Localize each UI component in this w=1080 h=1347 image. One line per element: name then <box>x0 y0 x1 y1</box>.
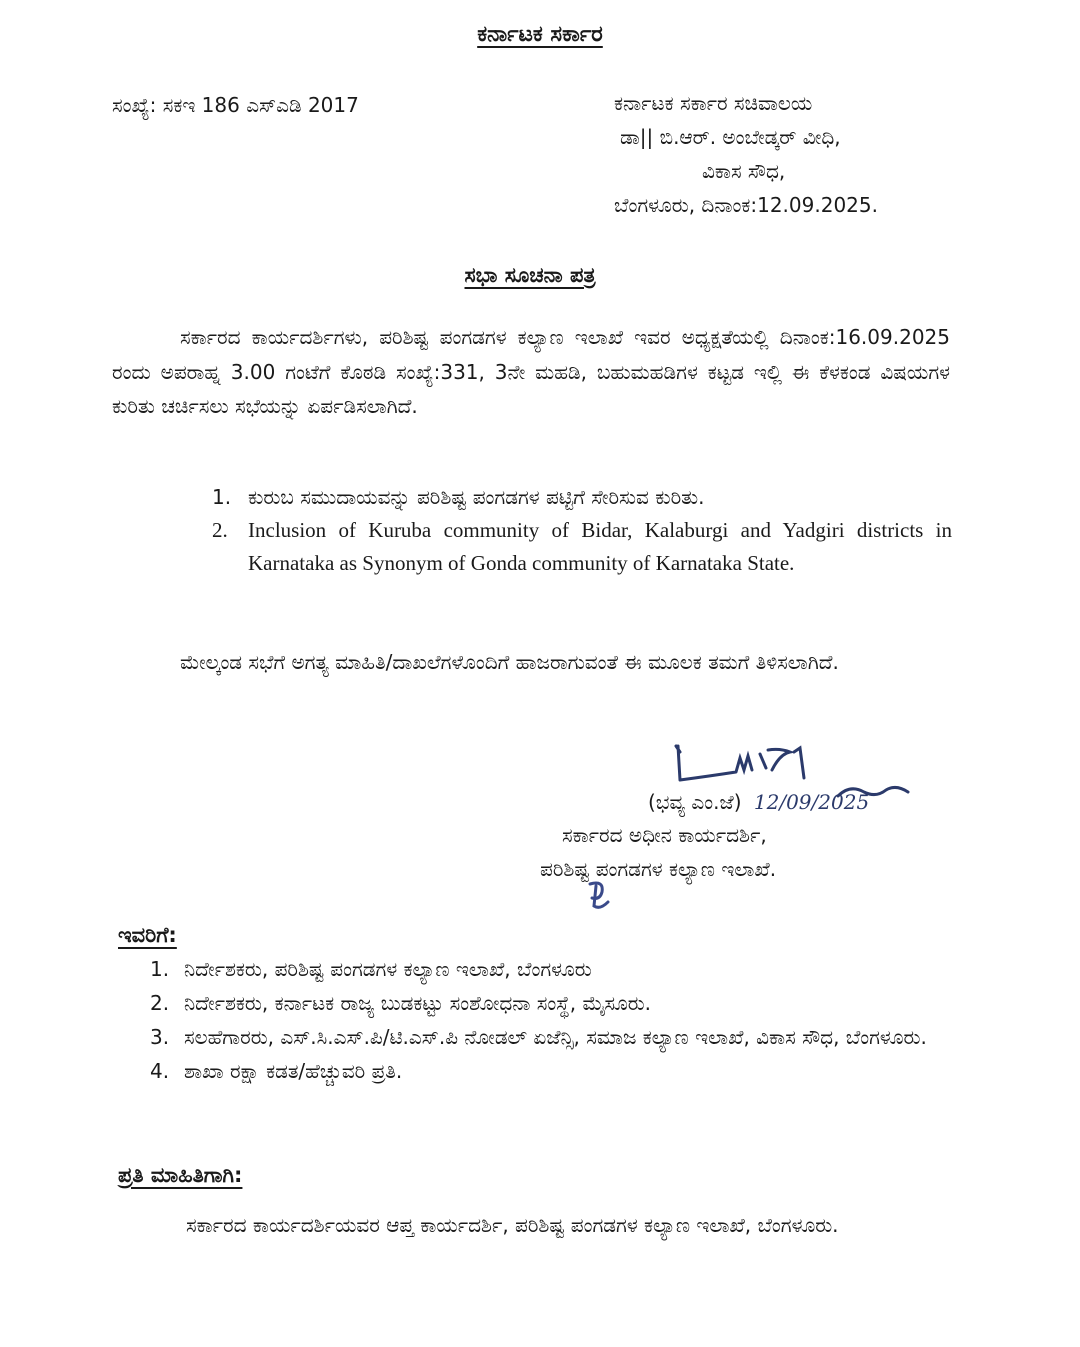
recipient-text: ಸಲಹೆಗಾರರು, ಎಸ್.ಸಿ.ಎಸ್.ಪಿ/ಟಿ.ಎಸ್.ಪಿ ನೋಡಲ್ ಏಜೆನ್ಸಿ, ಸಮಾಜ ಕಲ್ಯಾಣ ಇಲಾಖೆ, ವಿಕಾಸ ಸೌಧ, ಬೆಂಗಳೂರು. <box>184 1025 927 1049</box>
recipient-item <box>150 1054 956 1088</box>
recipient-number: 4. <box>150 1059 170 1083</box>
initials-icon <box>580 876 620 916</box>
signatory-department: ಪರಿಶಿಷ್ಟ ಪಂಗಡಗಳ ಕಲ್ಯಾಣ ಇಲಾಖೆ. <box>540 857 777 881</box>
recipient-item <box>150 1020 956 1054</box>
signature-block <box>540 740 960 920</box>
recipient-number: 2. <box>150 991 170 1015</box>
signatory-designation: ಸರ್ಕಾರದ ಅಧೀನ ಕಾರ್ಯದರ್ಶಿ, <box>562 823 767 847</box>
address-date-line: ಬೆಂಗಳೂರು, ದಿನಾಂಕ:12.09.2025. <box>614 193 878 217</box>
notice-paragraph <box>112 320 950 424</box>
address-line: ಕರ್ನಾಟಕ ಸರ್ಕಾರ ಸಚಿವಾಲಯ <box>614 91 813 115</box>
copy-heading: ಪ್ರತಿ ಮಾಹಿತಿಗಾಗಿ: <box>118 1163 243 1187</box>
closing-paragraph-text: ಮೇಲ್ಕಂಡ ಸಭೆಗೆ ಅಗತ್ಯ ಮಾಹಿತಿ/ದಾಖಲೆಗಳೊಂದಿಗೆ ಹಾಜರಾಗುವಂತೆ ಈ ಮೂಲಕ ತಮಗೆ ತಿಳಿಸಲಾಗಿದೆ. <box>180 650 839 674</box>
agenda-number: 1. <box>212 485 232 509</box>
recipient-number: 3. <box>150 1025 170 1049</box>
copy-paragraph-text: ಸರ್ಕಾರದ ಕಾರ್ಯದರ್ಶಿಯವರ ಆಪ್ತ ಕಾರ್ಯದರ್ಶಿ, ಪರಿಶಿಷ್ಟ ಪಂಗಡಗಳ ಕಲ್ಯಾಣ ಇಲಾಖೆ, ಬೆಂಗಳೂರು. <box>186 1213 839 1237</box>
recipient-text: ನಿರ್ದೇಶಕರು, ಕರ್ನಾಟಕ ರಾಜ್ಯ ಬುಡಕಟ್ಟು ಸಂಶೋಧನಾ ಸಂಸ್ಥೆ, ಮೈಸೂರು. <box>184 991 652 1015</box>
recipients-list <box>150 952 956 1088</box>
signatory-name-line <box>648 785 869 819</box>
closing-paragraph <box>112 645 950 679</box>
signatory-name: (ಭವ್ಯ ಎಂ.ಜೆ) <box>648 790 742 814</box>
recipient-text: ಶಾಖಾ ರಕ್ಷಾ ಕಡತ/ಹೆಚ್ಚುವರಿ ಪ್ರತಿ. <box>184 1059 403 1083</box>
reference-number: ಸಂಖ್ಯೆ: ಸಕಇ 186 ಎಸ್‌ಎಡಿ 2017 <box>112 93 359 117</box>
address-line: ವಿಕಾಸ ಸೌಧ, <box>702 159 786 183</box>
copy-paragraph <box>118 1208 956 1242</box>
agenda-number: 2. <box>212 518 228 542</box>
notice-paragraph-text: ಸರ್ಕಾರದ ಕಾರ್ಯದರ್ಶಿಗಳು, ಪರಿಶಿಷ್ಟ ಪಂಗಡಗಳ ಕಲ್ಯಾಣ ಇಲಾಖೆ ಇವರ ಅಧ್ಯಕ್ಷತೆಯಲ್ಲಿ ದಿನಾಂಕ:16.09.2025 ರಂದು ಅಪರಾಹ್ನ 3.00 ಗಂಟೆಗೆ ಕೊಠಡಿ ಸಂಖ್ಯೆ:331, 3ನೇ ಮಹಡಿ, ಬಹುಮಹಡಿಗಳ ಕಟ್ಟಡ ಇಲ್ಲಿ ಈ ಕೆಳಕಂಡ ವಿಷಯಗಳ ಕುರಿತು ಚರ್ಚಿಸಲು ಸಭೆಯನ್ನು ಏರ್ಪಡಿಸಲಾಗಿದೆ. <box>112 325 950 418</box>
agenda-text: ಕುರುಬ ಸಮುದಾಯವನ್ನು ಪರಿಶಿಷ್ಟ ಪಂಗಡಗಳ ಪಟ್ಟಿಗೆ ಸೇರಿಸುವ ಕುರಿತು. <box>248 485 705 509</box>
agenda-item <box>212 480 952 514</box>
recipient-text: ನಿರ್ದೇಶಕರು, ಪರಿಶಿಷ್ಟ ಪಂಗಡಗಳ ಕಲ್ಯಾಣ ಇಲಾಖೆ, ಬೆಂಗಳೂರು <box>184 957 592 981</box>
agenda-text: Inclusion of Kuruba community of Bidar, Kalaburgi and Yadgiri districts in Karnataka as Synonym of Gonda community of Karnataka State. <box>248 518 952 575</box>
agenda-item <box>212 514 952 580</box>
address-line: ಡಾ|| ಬಿ.ಆರ್. ಅಂಬೇಡ್ಕರ್ ವೀಧಿ, <box>620 125 841 149</box>
government-title: ಕರ್ನಾಟಕ ಸರ್ಕಾರ <box>477 22 603 47</box>
recipient-number: 1. <box>150 957 170 981</box>
signature-date: 12/09/2025 <box>753 790 870 814</box>
notice-title: ಸಭಾ ಸೂಚನಾ ಪತ್ರ <box>464 263 596 287</box>
agenda-list <box>212 480 952 580</box>
recipients-heading: ಇವರಿಗೆ: <box>118 923 177 947</box>
recipient-item <box>150 952 956 986</box>
recipient-item <box>150 986 956 1020</box>
office-address <box>614 86 1014 222</box>
